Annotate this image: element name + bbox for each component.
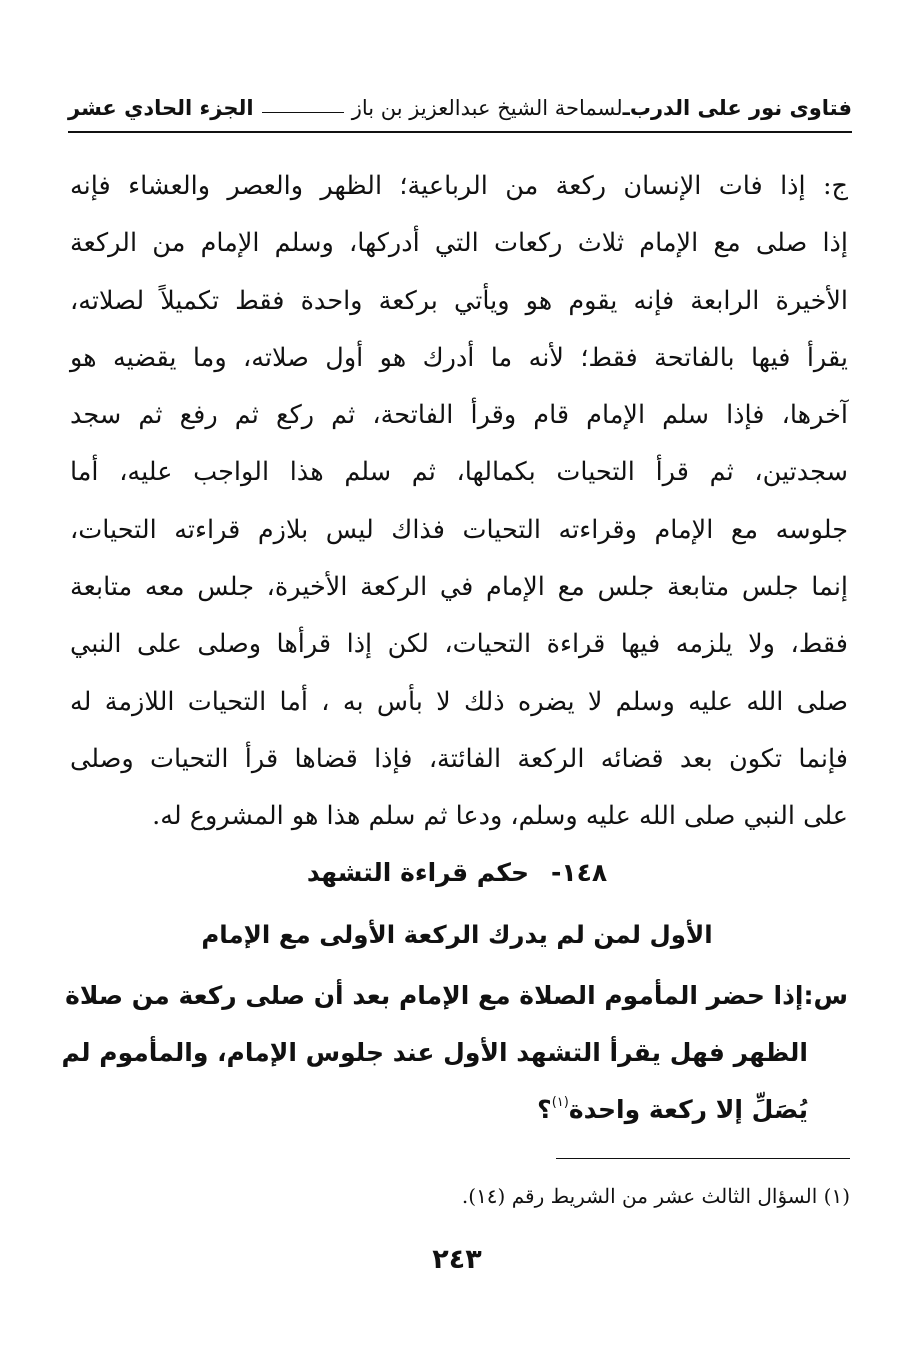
running-header <box>68 88 852 128</box>
author-name: لسماحة الشيخ عبدالعزيز بن باز <box>351 96 623 120</box>
answer-line: فقط، ولا يلزمه فيها قراءة التحيات، لكن إذا قرأها وصلى على النبي <box>70 629 848 660</box>
answer-line: على النبي صلى الله عليه وسلم، ودعا ثم سلم هذا هو المشروع له. <box>152 801 848 832</box>
answer-line: فإنما تكون بعد قضائه الركعة الفائتة، فإذا قضاها قرأ التحيات وصلى <box>70 743 848 774</box>
section-title: حكم قراءة التشهد <box>306 858 529 887</box>
section-number: ١٤٨- <box>550 858 608 887</box>
question-line: س:إذا حضر المأموم الصلاة مع الإمام بعد أن صلى ركعة من صلاة <box>65 981 848 1010</box>
page-number: ٢٤٣ <box>432 1244 482 1275</box>
footnote-reference: (١) <box>551 1095 569 1110</box>
header-dash: ـ <box>622 96 630 120</box>
answer-line: إذا صلى مع الإمام ثلاث ركعات التي أدركها، وسلم الإمام من الركعة <box>70 228 848 259</box>
footnote-rule <box>556 1158 850 1159</box>
footnote-text: (١) السؤال الثالث عشر من الشريط رقم (١٤). <box>461 1184 850 1208</box>
header-separator-rule <box>262 112 344 113</box>
answer-paragraph <box>70 158 848 846</box>
answer-line: آخرها، فإذا سلم الإمام قام وقرأ الفاتحة، ثم ركع ثم رفع ثم سجد <box>70 400 848 431</box>
answer-line: سجدتين، ثم قرأ التحيات بكمالها، ثم سلم هذا الواجب عليه، أما <box>70 457 848 488</box>
answer-line: صلى الله عليه وسلم لا يضره ذلك لا بأس به ، أما التحيات اللازمة له <box>70 686 848 717</box>
question-block <box>61 968 848 1139</box>
section-subtitle: الأول لمن لم يدرك الركعة الأولى مع الإمام <box>201 920 713 949</box>
section-heading <box>0 848 914 898</box>
book-title: فتاوى نور على الدرب <box>629 96 852 120</box>
header-underline <box>68 131 852 133</box>
answer-line: ج: إذا فات الإنسان ركعة من الرباعية؛ الظهر والعصر والعشاء فإنه <box>70 171 848 201</box>
answer-line: إنما جلس متابعة جلس مع الإمام في الركعة الأخيرة، جلس معه متابعة <box>70 572 848 603</box>
question-line: الظهر فهل يقرأ التشهد الأول عند جلوس الإمام، والمأموم لم <box>61 1038 808 1067</box>
question-text: يُصَلِّ إلا ركعة واحدة <box>568 1095 808 1124</box>
question-mark: ؟ <box>537 1095 552 1124</box>
question-line-last <box>70 1082 848 1139</box>
answer-line: يقرأ فيها بالفاتحة فقط؛ لأنه ما أدرك هو أول صلاته، وما يقضيه هو <box>70 342 848 373</box>
answer-line: الأخيرة الرابعة فإنه يقوم هو ويأتي بركعة واحدة فقط تكميلاً لصلاته، <box>70 285 848 316</box>
volume-label: الجزء الحادي عشر <box>68 96 254 120</box>
answer-line: جلوسه مع الإمام وقراءته التحيات فذاك ليس بلازم قراءته التحيات، <box>70 514 848 545</box>
